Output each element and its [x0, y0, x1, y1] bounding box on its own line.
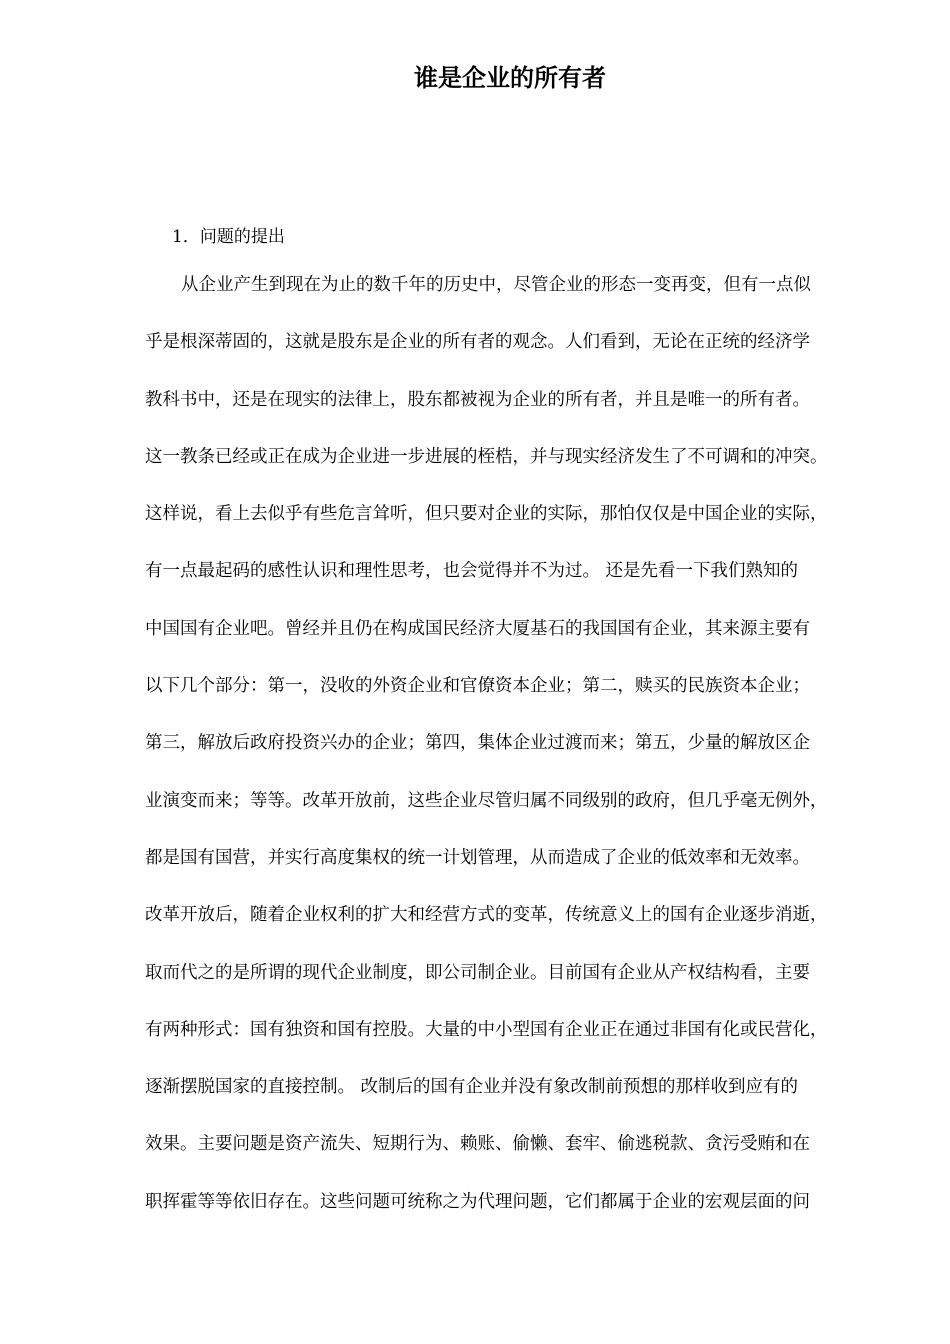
text-line: 效果。主要问题是资产流失、短期行为、赖账、偷懒、套牢、偷逃税款、贪污受贿和在 — [145, 1134, 810, 1155]
text-line: 改革开放后，随着企业权利的扩大和经营方式的变革，传统意义上的国有企业逐步消逝， — [145, 905, 828, 926]
text-line: 中国国有企业吧。曾经并且仍在构成国民经济大厦基石的我国国有企业，其来源主要有 — [145, 618, 810, 639]
text-line: 从企业产生到现在为止的数千年的历史中，尽管企业的形态一变再变，但有一点似 — [181, 275, 811, 295]
document-title: 谁是企业的所有者 — [414, 64, 606, 92]
text-line: 有两种形式：国有独资和国有控股。大量的中小型国有企业正在通过非国有化或民营化， — [145, 1019, 828, 1040]
text-line: 以下几个部分：第一，没收的外资企业和官僚资本企业；第二，赎买的民族资本企业； — [145, 676, 810, 697]
text-line: 取而代之的是所谓的现代企业制度，即公司制企业。目前国有企业从产权结构看，主要 — [145, 962, 810, 983]
section-heading: 1．问题的提出 — [172, 227, 285, 247]
text-line: 这样说，看上去似乎有些危言耸听，但只要对企业的实际，那怕仅仅是中国企业的实际， — [145, 504, 828, 525]
text-line: 这一教条已经或正在成为企业进一步进展的桎梏，并与现实经济发生了不可调和的冲突。 — [145, 446, 828, 467]
text-line: 逐渐摆脱国家的直接控制。 改制后的国有企业并没有象改制前预想的那样收到应有的 — [145, 1077, 799, 1098]
text-line: 都是国有国营，并实行高度集权的统一计划管理，从而造成了企业的低效率和无效率。 — [145, 847, 810, 868]
text-line: 第三，解放后政府投资兴办的企业；第四，集体企业过渡而来；第五，少量的解放区企 — [145, 733, 810, 754]
body-text — [145, 270, 885, 1244]
text-line: 教科书中，还是在现实的法律上，股东都被视为企业的所有者，并且是唯一的所有者。 — [145, 389, 810, 410]
text-line: 职挥霍等等依旧存在。这些问题可统称之为代理问题，它们都属于企业的宏观层面的问 — [145, 1191, 810, 1212]
text-line: 乎是根深蒂固的，这就是股东是企业的所有者的观念。人们看到，无论在正统的经济学 — [145, 332, 810, 353]
text-line: 业演变而来；等等。改革开放前，这些企业尽管归属不同级别的政府，但几乎毫无例外， — [145, 790, 828, 811]
text-line: 有一点最起码的感性认识和理性思考，也会觉得并不为过。 还是先看一下我们熟知的 — [145, 561, 799, 582]
